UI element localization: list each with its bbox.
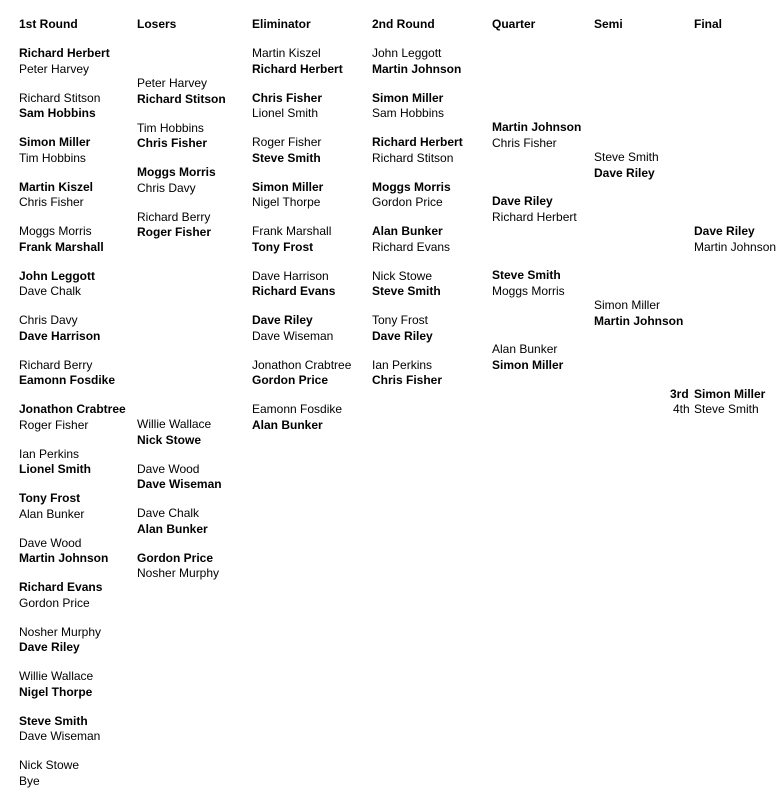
header-losers: Losers xyxy=(137,17,177,31)
match xyxy=(137,165,216,196)
match xyxy=(19,669,93,700)
player-name: Ian Perkins xyxy=(19,446,80,461)
match xyxy=(252,135,321,166)
player-name: Ian Perkins xyxy=(372,357,433,372)
player-name: Willie Wallace xyxy=(19,669,94,683)
player-name: Martin Johnson xyxy=(594,313,684,328)
player-name: Tony Frost xyxy=(372,313,429,327)
player-name: Chris Fisher xyxy=(372,373,443,387)
player-name: Steve Smith xyxy=(594,150,659,164)
player-name: Bye xyxy=(19,773,40,788)
match xyxy=(19,135,90,166)
player-name: Dave Riley xyxy=(492,194,553,208)
player-name: Gordon Price xyxy=(137,550,214,565)
player-name: Moggs Morris xyxy=(492,283,565,298)
player-name: Tim Hobbins xyxy=(137,120,204,135)
match xyxy=(594,150,659,181)
player-name: Dave Riley xyxy=(594,165,655,180)
match xyxy=(19,313,100,344)
match xyxy=(252,402,342,433)
player-name: Nosher Murphy xyxy=(19,624,102,639)
match xyxy=(492,194,577,225)
match xyxy=(372,358,442,389)
player-name: Simon Miller xyxy=(252,179,324,194)
player-name: Chris Fisher xyxy=(137,136,208,150)
header-second-round: 2nd Round xyxy=(372,17,435,31)
player-name: Willie Wallace xyxy=(137,417,212,431)
player-name: Moggs Morris xyxy=(19,224,92,238)
player-name: Richard Herbert xyxy=(19,46,110,60)
match xyxy=(492,268,565,299)
player-name: Lionel Smith xyxy=(19,462,91,476)
player-name: Nick Stowe xyxy=(19,758,80,772)
player-name: Simon Miller xyxy=(492,357,564,372)
match xyxy=(137,121,207,152)
third-place xyxy=(670,387,765,403)
match xyxy=(252,91,322,122)
player-name: Chris Fisher xyxy=(19,195,84,209)
player-name: Dave Wood xyxy=(137,461,200,476)
fourth-place xyxy=(670,402,759,418)
match xyxy=(137,506,208,537)
player-name: Simon Miller xyxy=(594,298,661,312)
player-name: Dave Chalk xyxy=(19,284,82,298)
match xyxy=(19,402,126,433)
player-name: Roger Fisher xyxy=(19,417,89,432)
player-name: Dave Harrison xyxy=(252,268,329,283)
player-name: Jonathon Crabtree xyxy=(252,357,352,372)
player-name: Richard Stitson xyxy=(372,150,454,165)
player-name: Dave Riley xyxy=(694,224,755,238)
player-name: Nigel Thorpe xyxy=(252,195,321,209)
player-name: John Leggott xyxy=(372,46,442,60)
player-name: Richard Herbert xyxy=(372,135,463,149)
header-eliminator: Eliminator xyxy=(252,17,311,31)
player-name: Jonathon Crabtree xyxy=(19,402,126,416)
header-quarter: Quarter xyxy=(492,17,536,31)
player-name: Sam Hobbins xyxy=(372,106,445,120)
player-name: Frank Marshall xyxy=(252,224,332,238)
player-name: Richard Herbert xyxy=(252,61,343,76)
player-name: Chris Fisher xyxy=(492,135,557,150)
player-name: Gordon Price xyxy=(252,373,329,387)
player-name: Steve Smith xyxy=(252,150,321,165)
fourth-place-name: Steve Smith xyxy=(694,402,759,416)
match xyxy=(19,758,79,789)
match xyxy=(372,180,451,211)
player-name: Tony Frost xyxy=(19,491,81,505)
header-final: Final xyxy=(694,17,723,31)
player-name: Dave Wiseman xyxy=(137,477,222,491)
player-name: Chris Davy xyxy=(137,180,196,195)
player-name: Dave Riley xyxy=(19,640,80,654)
player-name: Eamonn Fosdike xyxy=(252,402,343,416)
player-name: Dave Riley xyxy=(372,328,433,343)
match xyxy=(372,269,441,300)
match xyxy=(137,417,211,448)
match xyxy=(372,224,450,255)
player-name: John Leggott xyxy=(19,268,95,283)
match xyxy=(252,224,331,255)
player-name: Steve Smith xyxy=(372,284,441,298)
player-name: Moggs Morris xyxy=(372,179,451,194)
player-name: Chris Fisher xyxy=(252,90,323,105)
player-name: Martin Johnson xyxy=(19,551,109,565)
player-name: Alan Bunker xyxy=(372,224,443,238)
player-name: Steve Smith xyxy=(19,713,88,728)
match xyxy=(252,46,343,77)
match xyxy=(19,224,104,255)
header-first-round: 1st Round xyxy=(19,17,78,31)
match xyxy=(19,358,115,389)
match xyxy=(19,180,93,211)
match xyxy=(19,91,100,122)
match xyxy=(19,536,108,567)
player-name: Alan Bunker xyxy=(137,521,208,536)
player-name: Frank Marshall xyxy=(19,239,104,254)
player-name: Richard Berry xyxy=(137,209,211,224)
match xyxy=(19,269,95,300)
match xyxy=(19,625,101,656)
player-name: Tim Hobbins xyxy=(19,150,86,165)
player-name: Martin Johnson xyxy=(492,120,582,134)
header-semi: Semi xyxy=(594,17,623,31)
fourth-place-label: 4th xyxy=(673,402,690,416)
player-name: Dave Riley xyxy=(252,313,313,327)
player-name: Alan Bunker xyxy=(492,342,558,356)
match xyxy=(19,447,91,478)
match xyxy=(137,76,226,107)
match xyxy=(594,298,683,329)
match xyxy=(19,714,100,745)
match xyxy=(252,180,323,211)
match xyxy=(137,210,211,241)
match xyxy=(252,358,351,389)
player-name: Gordon Price xyxy=(19,595,90,610)
player-name: Roger Fisher xyxy=(137,225,212,239)
player-name: Lionel Smith xyxy=(252,106,319,120)
match xyxy=(19,491,84,522)
player-name: Tony Frost xyxy=(252,239,314,254)
match xyxy=(372,135,463,166)
player-name: Eamonn Fosdike xyxy=(19,373,116,387)
player-name: Richard Evans xyxy=(252,284,336,298)
player-name: Martin Kiszel xyxy=(19,179,94,194)
player-name: Richard Stitson xyxy=(137,91,226,106)
player-name: Dave Wiseman xyxy=(252,328,334,343)
player-name: Moggs Morris xyxy=(137,165,216,179)
player-name: Dave Harrison xyxy=(19,328,101,343)
match xyxy=(19,580,102,611)
player-name: Nick Stowe xyxy=(137,432,202,447)
player-name: Nosher Murphy xyxy=(137,566,220,580)
match xyxy=(492,342,563,373)
player-name: Richard Stitson xyxy=(19,90,101,105)
player-name: Steve Smith xyxy=(492,268,561,282)
player-name: Nigel Thorpe xyxy=(19,684,93,699)
player-name: Alan Bunker xyxy=(19,506,85,521)
third-place-label: 3rd xyxy=(670,387,689,401)
player-name: Martin Johnson xyxy=(372,61,462,76)
match xyxy=(372,46,461,77)
player-name: Peter Harvey xyxy=(137,76,208,90)
player-name: Dave Wood xyxy=(19,535,82,550)
match xyxy=(694,224,776,255)
player-name: Gordon Price xyxy=(372,195,443,209)
player-name: Peter Harvey xyxy=(19,61,90,76)
match xyxy=(252,313,333,344)
third-place-name: Simon Miller xyxy=(694,387,766,401)
player-name: Roger Fisher xyxy=(252,135,322,149)
match xyxy=(252,269,335,300)
player-name: Richard Berry xyxy=(19,357,93,372)
player-name: Chris Davy xyxy=(19,313,78,327)
player-name: Richard Herbert xyxy=(492,209,577,224)
match xyxy=(137,551,219,582)
player-name: Richard Evans xyxy=(19,580,103,594)
player-name: Martin Kiszel xyxy=(252,46,321,60)
player-name: Dave Wiseman xyxy=(19,729,101,743)
player-name: Nick Stowe xyxy=(372,268,433,283)
player-name: Sam Hobbins xyxy=(19,106,96,120)
match xyxy=(492,120,581,151)
player-name: Dave Chalk xyxy=(137,506,200,520)
player-name: Alan Bunker xyxy=(252,417,323,432)
match xyxy=(372,91,444,122)
match xyxy=(137,462,222,493)
match xyxy=(372,313,433,344)
match xyxy=(19,46,110,77)
player-name: Richard Evans xyxy=(372,239,451,254)
player-name: Simon Miller xyxy=(372,90,444,105)
player-name: Simon Miller xyxy=(19,135,91,149)
player-name: Martin Johnson xyxy=(694,239,777,254)
